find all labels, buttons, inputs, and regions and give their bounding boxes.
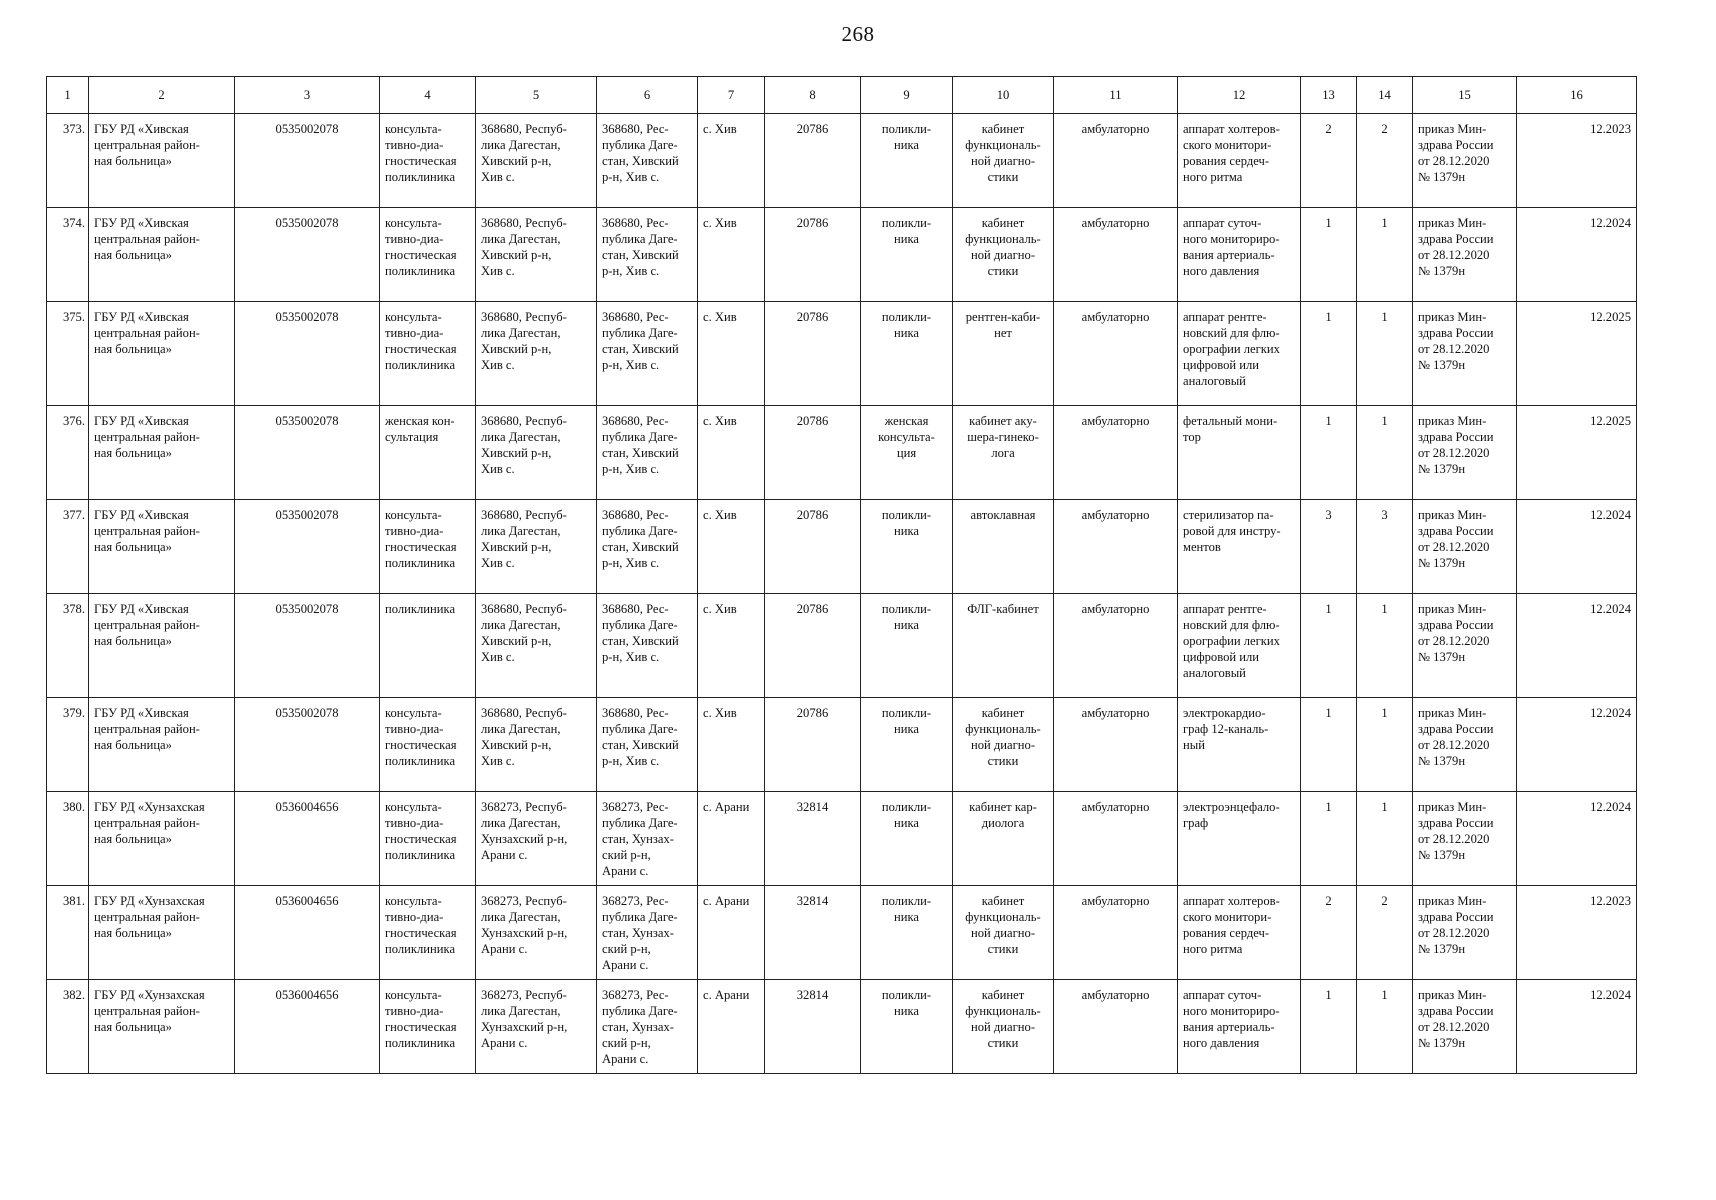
organization-name: ГБУ РД «Хивская центральная район- ная больница» (89, 500, 235, 594)
inn-code: 0536004656 (235, 886, 380, 980)
quantity-planned: 1 (1357, 980, 1413, 1074)
locality-code: 32814 (765, 886, 861, 980)
unit-type: консульта- тивно-диа- гностическая поликлиника (380, 698, 476, 792)
row-number: 373. (47, 114, 89, 208)
room: кабинет функциональ- ной диагно- стики (953, 886, 1054, 980)
actual-address: 368273, Рес- публика Даге- стан, Хунзах- ский р-н, Арани с. (597, 886, 698, 980)
inn-code: 0535002078 (235, 114, 380, 208)
quantity-required: 1 (1301, 980, 1357, 1074)
quantity-planned: 1 (1357, 792, 1413, 886)
care-mode: амбулаторно (1054, 886, 1178, 980)
unit-type: женская кон- сультация (380, 406, 476, 500)
locality: с. Хив (698, 406, 765, 500)
equipment-name: аппарат холтеров- ского монитори- рования сердеч- ного ритма (1178, 114, 1301, 208)
legal-address: 368273, Респуб- лика Дагестан, Хунзахский р-н, Арани с. (476, 886, 597, 980)
equipment-registry-table (46, 76, 1637, 1074)
unit-type: консульта- тивно-диа- гностическая поликлиника (380, 792, 476, 886)
quantity-required: 1 (1301, 208, 1357, 302)
care-mode: амбулаторно (1054, 406, 1178, 500)
column-header: 11 (1054, 77, 1178, 114)
unit-type: консульта- тивно-диа- гностическая поликлиника (380, 980, 476, 1074)
legal-address: 368273, Респуб- лика Дагестан, Хунзахский р-н, Арани с. (476, 980, 597, 1074)
column-header: 2 (89, 77, 235, 114)
column-header: 10 (953, 77, 1054, 114)
regulatory-order: приказ Мин- здрава России от 28.12.2020 № 1379н (1413, 500, 1517, 594)
legal-address: 368680, Респуб- лика Дагестан, Хивский р-н, Хив с. (476, 302, 597, 406)
locality: с. Хив (698, 208, 765, 302)
actual-address: 368680, Рес- публика Даге- стан, Хивский р-н, Хив с. (597, 500, 698, 594)
actual-address: 368273, Рес- публика Даге- стан, Хунзах- ский р-н, Арани с. (597, 792, 698, 886)
target-date: 12.2023 (1517, 886, 1637, 980)
regulatory-order: приказ Мин- здрава России от 28.12.2020 № 1379н (1413, 792, 1517, 886)
room: кабинет функциональ- ной диагно- стики (953, 698, 1054, 792)
equipment-name: фетальный мони- тор (1178, 406, 1301, 500)
column-header: 5 (476, 77, 597, 114)
organization-name: ГБУ РД «Хунзахская центральная район- ная больница» (89, 886, 235, 980)
room: автоклавная (953, 500, 1054, 594)
care-mode: амбулаторно (1054, 698, 1178, 792)
column-header: 15 (1413, 77, 1517, 114)
unit-type: консульта- тивно-диа- гностическая поликлиника (380, 500, 476, 594)
locality-code: 32814 (765, 792, 861, 886)
column-header: 14 (1357, 77, 1413, 114)
unit-type: консульта- тивно-диа- гностическая поликлиника (380, 886, 476, 980)
locality: с. Хив (698, 594, 765, 698)
legal-address: 368680, Респуб- лика Дагестан, Хивский р-н, Хив с. (476, 698, 597, 792)
quantity-planned: 1 (1357, 698, 1413, 792)
equipment-name: аппарат рентге- новский для флю- орографии легких цифровой или аналоговый (1178, 594, 1301, 698)
quantity-required: 2 (1301, 114, 1357, 208)
organization-name: ГБУ РД «Хунзахская центральная район- ная больница» (89, 980, 235, 1074)
quantity-planned: 1 (1357, 406, 1413, 500)
locality-code: 20786 (765, 500, 861, 594)
legal-address: 368680, Респуб- лика Дагестан, Хивский р-н, Хив с. (476, 500, 597, 594)
department: поликли- ника (861, 302, 953, 406)
target-date: 12.2024 (1517, 500, 1637, 594)
quantity-planned: 2 (1357, 114, 1413, 208)
organization-name: ГБУ РД «Хивская центральная район- ная больница» (89, 594, 235, 698)
row-number: 376. (47, 406, 89, 500)
organization-name: ГБУ РД «Хивская центральная район- ная больница» (89, 406, 235, 500)
locality-code: 20786 (765, 698, 861, 792)
department: поликли- ника (861, 980, 953, 1074)
actual-address: 368680, Рес- публика Даге- стан, Хивский р-н, Хив с. (597, 698, 698, 792)
quantity-planned: 2 (1357, 886, 1413, 980)
care-mode: амбулаторно (1054, 500, 1178, 594)
table-row (47, 302, 1637, 406)
care-mode: амбулаторно (1054, 114, 1178, 208)
locality-code: 20786 (765, 114, 861, 208)
quantity-required: 1 (1301, 594, 1357, 698)
care-mode: амбулаторно (1054, 594, 1178, 698)
legal-address: 368680, Респуб- лика Дагестан, Хивский р-н, Хив с. (476, 406, 597, 500)
target-date: 12.2023 (1517, 114, 1637, 208)
inn-code: 0535002078 (235, 698, 380, 792)
department: поликли- ника (861, 594, 953, 698)
legal-address: 368680, Респуб- лика Дагестан, Хивский р-н, Хив с. (476, 208, 597, 302)
actual-address: 368273, Рес- публика Даге- стан, Хунзах- ский р-н, Арани с. (597, 980, 698, 1074)
column-header: 12 (1178, 77, 1301, 114)
equipment-name: стерилизатор па- ровой для инстру- ментов (1178, 500, 1301, 594)
organization-name: ГБУ РД «Хивская центральная район- ная больница» (89, 208, 235, 302)
locality: с. Хив (698, 302, 765, 406)
locality-code: 20786 (765, 302, 861, 406)
table-row (47, 698, 1637, 792)
inn-code: 0536004656 (235, 980, 380, 1074)
inn-code: 0535002078 (235, 406, 380, 500)
inn-code: 0535002078 (235, 594, 380, 698)
room: кабинет функциональ- ной диагно- стики (953, 980, 1054, 1074)
department: поликли- ника (861, 114, 953, 208)
quantity-required: 1 (1301, 302, 1357, 406)
quantity-required: 1 (1301, 792, 1357, 886)
row-number: 375. (47, 302, 89, 406)
quantity-required: 3 (1301, 500, 1357, 594)
equipment-name: аппарат холтеров- ского монитори- рования сердеч- ного ритма (1178, 886, 1301, 980)
row-number: 381. (47, 886, 89, 980)
unit-type: поликлиника (380, 594, 476, 698)
column-header: 13 (1301, 77, 1357, 114)
locality: с. Арани (698, 792, 765, 886)
target-date: 12.2024 (1517, 980, 1637, 1074)
table-row (47, 208, 1637, 302)
inn-code: 0535002078 (235, 208, 380, 302)
locality: с. Арани (698, 980, 765, 1074)
row-number: 382. (47, 980, 89, 1074)
actual-address: 368680, Рес- публика Даге- стан, Хивский р-н, Хив с. (597, 406, 698, 500)
regulatory-order: приказ Мин- здрава России от 28.12.2020 № 1379н (1413, 594, 1517, 698)
organization-name: ГБУ РД «Хивская центральная район- ная больница» (89, 114, 235, 208)
target-date: 12.2024 (1517, 208, 1637, 302)
organization-name: ГБУ РД «Хунзахская центральная район- ная больница» (89, 792, 235, 886)
legal-address: 368680, Респуб- лика Дагестан, Хивский р-н, Хив с. (476, 114, 597, 208)
column-header: 4 (380, 77, 476, 114)
department: поликли- ника (861, 792, 953, 886)
equipment-name: аппарат рентге- новский для флю- орографии легких цифровой или аналоговый (1178, 302, 1301, 406)
equipment-name: аппарат суточ- ного мониториро- вания артериаль- ного давления (1178, 208, 1301, 302)
column-header: 7 (698, 77, 765, 114)
actual-address: 368680, Рес- публика Даге- стан, Хивский р-н, Хив с. (597, 302, 698, 406)
table-row (47, 406, 1637, 500)
unit-type: консульта- тивно-диа- гностическая поликлиника (380, 302, 476, 406)
actual-address: 368680, Рес- публика Даге- стан, Хивский р-н, Хив с. (597, 208, 698, 302)
inn-code: 0535002078 (235, 302, 380, 406)
legal-address: 368680, Респуб- лика Дагестан, Хивский р-н, Хив с. (476, 594, 597, 698)
room: кабинет аку- шера-гинеко- лога (953, 406, 1054, 500)
target-date: 12.2024 (1517, 698, 1637, 792)
row-number: 374. (47, 208, 89, 302)
regulatory-order: приказ Мин- здрава России от 28.12.2020 № 1379н (1413, 406, 1517, 500)
table-row (47, 980, 1637, 1074)
room: ФЛГ-кабинет (953, 594, 1054, 698)
room: кабинет кар- диолога (953, 792, 1054, 886)
target-date: 12.2025 (1517, 302, 1637, 406)
table-row (47, 500, 1637, 594)
locality-code: 32814 (765, 980, 861, 1074)
quantity-planned: 1 (1357, 208, 1413, 302)
equipment-name: аппарат суточ- ного мониториро- вания артериаль- ного давления (1178, 980, 1301, 1074)
row-number: 380. (47, 792, 89, 886)
column-header: 8 (765, 77, 861, 114)
department: поликли- ника (861, 208, 953, 302)
quantity-planned: 1 (1357, 594, 1413, 698)
care-mode: амбулаторно (1054, 792, 1178, 886)
column-header: 16 (1517, 77, 1637, 114)
care-mode: амбулаторно (1054, 302, 1178, 406)
department: поликли- ника (861, 886, 953, 980)
equipment-name: электроэнцефало- граф (1178, 792, 1301, 886)
organization-name: ГБУ РД «Хивская центральная район- ная больница» (89, 698, 235, 792)
locality-code: 20786 (765, 406, 861, 500)
locality: с. Хив (698, 500, 765, 594)
inn-code: 0536004656 (235, 792, 380, 886)
locality: с. Хив (698, 114, 765, 208)
actual-address: 368680, Рес- публика Даге- стан, Хивский р-н, Хив с. (597, 594, 698, 698)
target-date: 12.2024 (1517, 792, 1637, 886)
table-row (47, 114, 1637, 208)
header-row (47, 77, 1637, 114)
quantity-required: 1 (1301, 698, 1357, 792)
legal-address: 368273, Респуб- лика Дагестан, Хунзахский р-н, Арани с. (476, 792, 597, 886)
care-mode: амбулаторно (1054, 980, 1178, 1074)
column-header: 9 (861, 77, 953, 114)
department: поликли- ника (861, 698, 953, 792)
room: кабинет функциональ- ной диагно- стики (953, 208, 1054, 302)
department: женская консульта- ция (861, 406, 953, 500)
room: рентген-каби- нет (953, 302, 1054, 406)
target-date: 12.2024 (1517, 594, 1637, 698)
equipment-name: электрокардио- граф 12-каналь- ный (1178, 698, 1301, 792)
organization-name: ГБУ РД «Хивская центральная район- ная больница» (89, 302, 235, 406)
quantity-required: 2 (1301, 886, 1357, 980)
quantity-required: 1 (1301, 406, 1357, 500)
regulatory-order: приказ Мин- здрава России от 28.12.2020 № 1379н (1413, 302, 1517, 406)
quantity-planned: 3 (1357, 500, 1413, 594)
unit-type: консульта- тивно-диа- гностическая поликлиника (380, 114, 476, 208)
table-row (47, 792, 1637, 886)
regulatory-order: приказ Мин- здрава России от 28.12.2020 № 1379н (1413, 114, 1517, 208)
room: кабинет функциональ- ной диагно- стики (953, 114, 1054, 208)
column-header: 1 (47, 77, 89, 114)
actual-address: 368680, Рес- публика Даге- стан, Хивский р-н, Хив с. (597, 114, 698, 208)
column-header: 3 (235, 77, 380, 114)
regulatory-order: приказ Мин- здрава России от 28.12.2020 № 1379н (1413, 886, 1517, 980)
unit-type: консульта- тивно-диа- гностическая поликлиника (380, 208, 476, 302)
regulatory-order: приказ Мин- здрава России от 28.12.2020 № 1379н (1413, 698, 1517, 792)
target-date: 12.2025 (1517, 406, 1637, 500)
page-number: 268 (841, 22, 875, 46)
column-header: 6 (597, 77, 698, 114)
regulatory-order: приказ Мин- здрава России от 28.12.2020 № 1379н (1413, 208, 1517, 302)
table-row (47, 886, 1637, 980)
department: поликли- ника (861, 500, 953, 594)
locality-code: 20786 (765, 594, 861, 698)
locality-code: 20786 (765, 208, 861, 302)
care-mode: амбулаторно (1054, 208, 1178, 302)
inn-code: 0535002078 (235, 500, 380, 594)
locality: с. Хив (698, 698, 765, 792)
table-row (47, 594, 1637, 698)
quantity-planned: 1 (1357, 302, 1413, 406)
row-number: 378. (47, 594, 89, 698)
row-number: 379. (47, 698, 89, 792)
row-number: 377. (47, 500, 89, 594)
locality: с. Арани (698, 886, 765, 980)
regulatory-order: приказ Мин- здрава России от 28.12.2020 № 1379н (1413, 980, 1517, 1074)
table-body (47, 114, 1637, 1074)
